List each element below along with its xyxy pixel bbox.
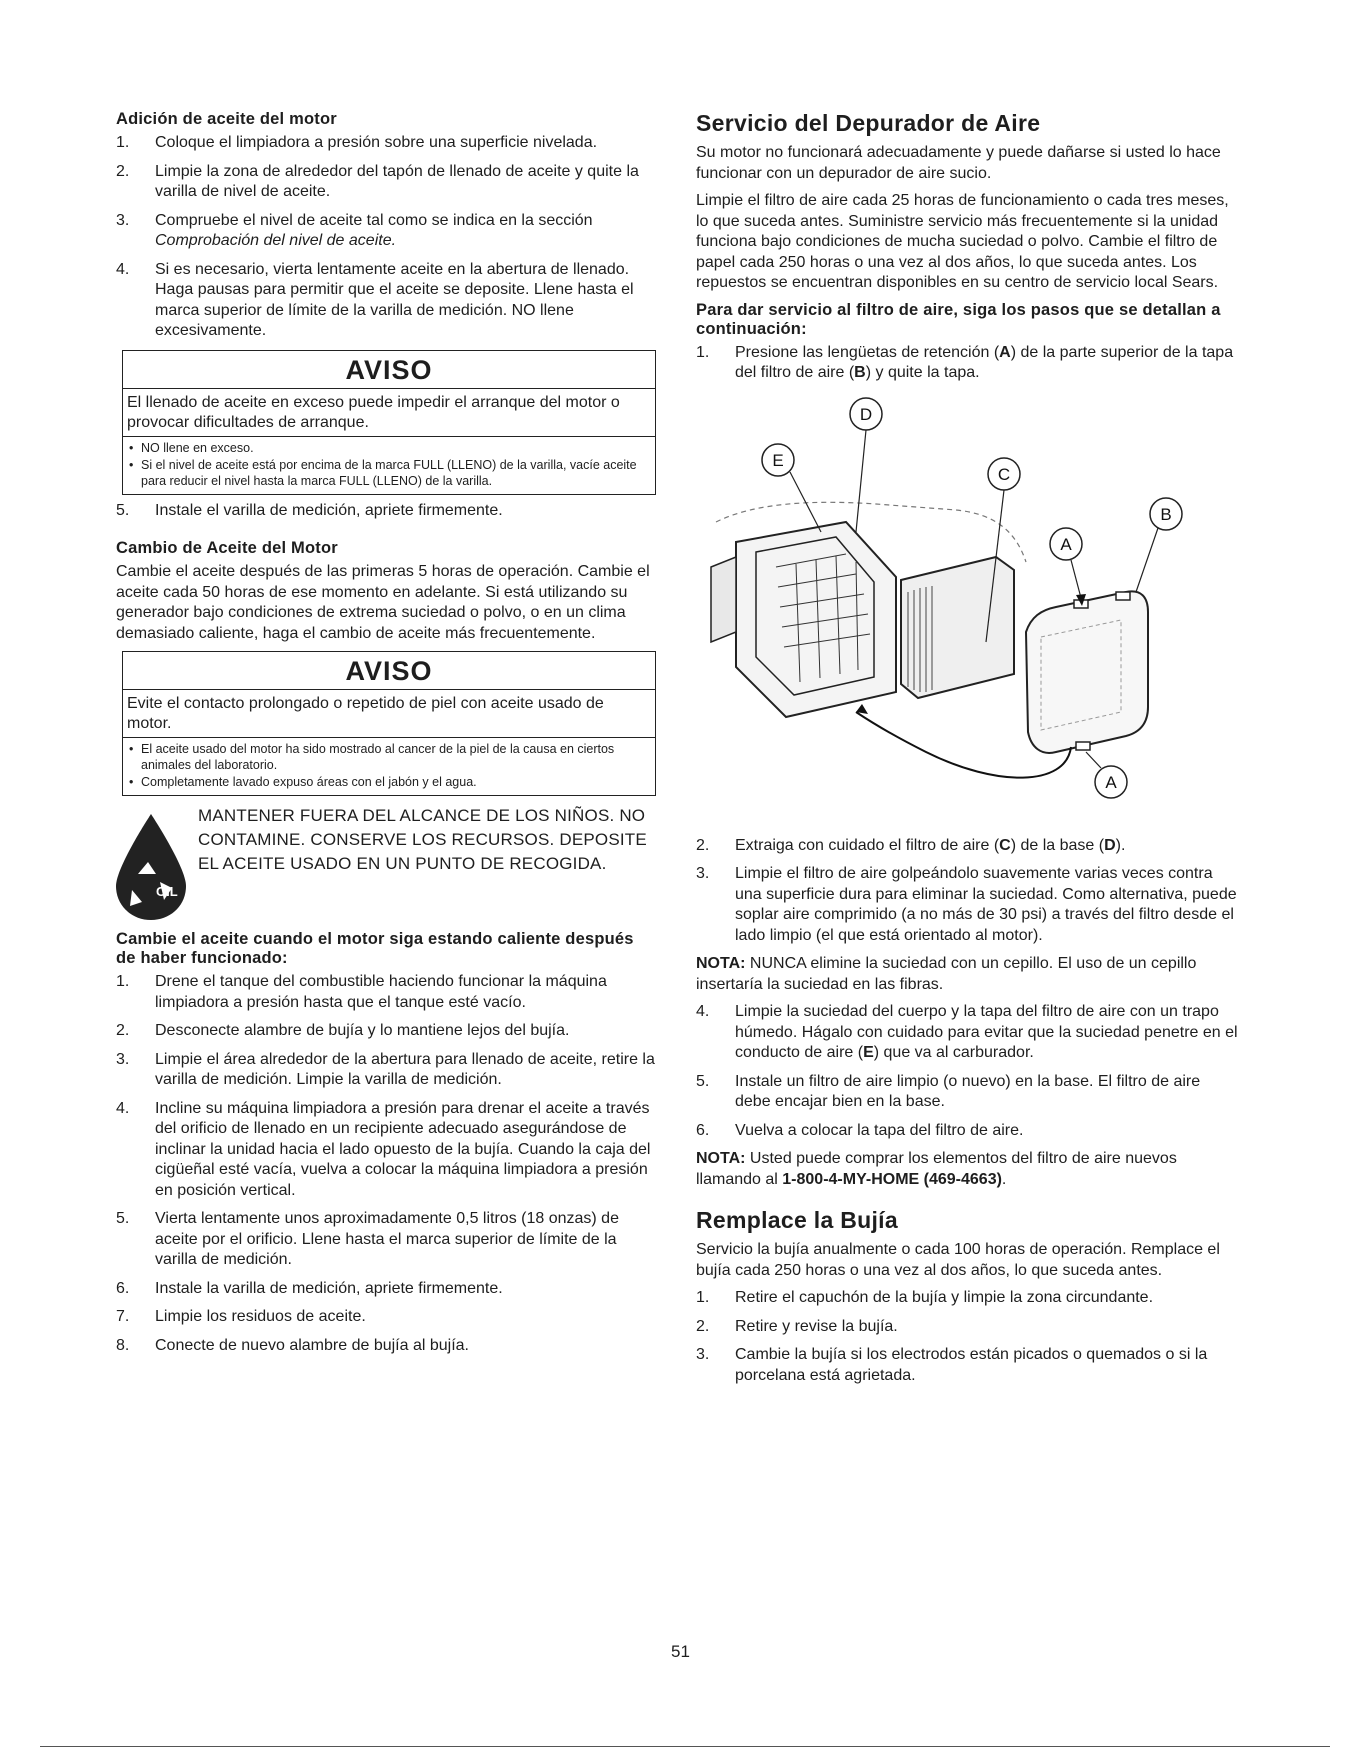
hot-change-steps: [116, 972, 656, 1356]
svg-text:C: C: [997, 464, 1011, 484]
air-filter-element: [901, 557, 1014, 698]
air-paragraph-1: Su motor no funcionará adecuadamente y puede dañarse si usted lo hace funcionar con un depurador de aire sucio.: [696, 144, 1221, 182]
svg-text:B: B: [1160, 504, 1172, 524]
callout-d: [850, 398, 882, 532]
right-column: [696, 110, 1238, 1394]
page-number: 51: [671, 1642, 690, 1661]
list-item: • Completamente lavado expuso áreas con el jabón y el agua.: [129, 774, 649, 790]
list-item: 3. Compruebe el nivel de aceite tal como se indica en la sección Comprobación del nivel de aceite.: [116, 211, 593, 249]
aviso-title: AVISO: [123, 652, 655, 690]
nota-purchase: NOTA: Usted puede comprar los elementos del filtro de aire nuevos llamando al 1-800-4-MY-HOME (469-4663).: [696, 1150, 1177, 1188]
change-oil-heading: Cambio de Aceite del Motor: [116, 539, 338, 557]
change-oil-paragraph: Cambie el aceite después de las primeras 5 horas de operación. Cambie el aceite cada 50 horas de ese momento en adelante. Si está utilizando su generador bajo condiciones de extrema suciedad o polvo, o en un clima demasiado caliente, haga el cambio de aceite más frecuentemente.: [116, 563, 650, 642]
list-item: 5. Instale un filtro de aire limpio (o nuevo) en la base. El filtro de aire debe encajar bien en la base.: [696, 1072, 1201, 1110]
aviso-box-overfill: [122, 350, 656, 495]
air-filter-heading: Servicio del Depurador de Aire: [696, 110, 1041, 136]
air-filter-cover: [1026, 591, 1148, 753]
list-item: 5. Vierta lentamente unos aproximadamente 0,5 litros (18 onzas) de aceite por el orificio. Llene hasta el marca superior de límite de la varilla de medición.: [116, 1210, 619, 1268]
section-reference: Comprobación del nivel de aceite.: [155, 232, 397, 249]
aviso-text: El llenado de aceite en exceso puede impedir el arranque del motor o provocar dificultades de arranque.: [123, 389, 655, 437]
list-item: 5. Instale el varilla de medición, apriete firmemente.: [116, 501, 503, 519]
recycle-text: MANTENER FUERA DEL ALCANCE DE LOS NIÑOS. NO CONTAMINE. CONSERVE LOS RECURSOS. DEPOSITE EL ACEITE USADO EN UN PUNTO DE RECOGIDA.: [198, 806, 647, 873]
spark-paragraph: Servicio la bujía anualmente o cada 100 horas de operación. Remplace el bujía cada 250 horas o una vez al dos años, lo que suceda antes.: [696, 1241, 1220, 1279]
callout-b: [1136, 498, 1182, 592]
svg-text:A: A: [1060, 534, 1072, 554]
list-item: 4. Limpie la suciedad del cuerpo y la tapa del filtro de aire con un trapo húmedo. Hágalo con cuidado para evitar que la suciedad penetre en el conducto de aire (E) que va al carburador.: [696, 1003, 1238, 1061]
aviso-title: AVISO: [123, 351, 655, 389]
air-filter-illustration: [696, 392, 1238, 822]
list-item: 1. Coloque el limpiadora a presión sobre una superficie nivelada.: [116, 134, 598, 151]
air-subheading: Para dar servicio al filtro de aire, siga los pasos que se detallan a continuación:: [696, 300, 1221, 338]
list-item: 3. Cambie la bujía si los electrodos están picados o quemados o si la porcelana está agrietada.: [696, 1346, 1208, 1384]
list-item: 2. Extraiga con cuidado el filtro de aire (C) de la base (D).: [696, 836, 1126, 854]
list-item: 7. Limpie los residuos de aceite.: [116, 1308, 366, 1325]
svg-text:D: D: [859, 404, 873, 424]
left-column: [116, 110, 656, 1364]
aviso-bullets: [123, 437, 655, 494]
callout-a-bottom: [1086, 752, 1127, 798]
list-item: • Si el nivel de aceite está por encima de la marca FULL (LLENO) de la varilla, vacíe aceite para reducir el nivel hasta la marca FULL (LLENO) de la varilla.: [129, 457, 649, 489]
air-step-1: [696, 343, 1238, 384]
spark-steps: [696, 1288, 1238, 1386]
list-item: • NO llene en exceso.: [129, 440, 649, 456]
air-steps-2-3: [696, 836, 1238, 947]
list-item: 2. Limpie la zona de alrededor del tapón de llenado de aceite y quite la varilla de nivel de aceite.: [116, 162, 639, 200]
svg-text:E: E: [772, 450, 784, 470]
svg-text:OIL: OIL: [156, 884, 178, 899]
add-oil-heading: Adición de aceite del motor: [116, 110, 337, 128]
callout-a-top: [1050, 528, 1086, 606]
nota-brush: NOTA: NUNCA elimine la suciedad con un cepillo. El uso de un cepillo insertaría la suciedad en las fibras.: [696, 955, 1197, 993]
list-item: 6. Vuelva a colocar la tapa del filtro de aire.: [696, 1121, 1024, 1139]
list-item: 1. Drene el tanque del combustible haciendo funcionar la máquina limpiadora a presión hasta que el tanque esté vacío.: [116, 973, 607, 1011]
aviso-box-skin: [122, 651, 656, 796]
list-item: 3. Limpie el área alrededor de la abertura para llenado de aceite, retire la varilla de medición. Limpie la varilla de medición.: [116, 1050, 655, 1088]
air-filter-diagram: [696, 392, 1238, 822]
add-oil-step-5: [116, 501, 656, 522]
list-item: 1. Retire el capuchón de la bujía y limpie la zona circundante.: [696, 1289, 1154, 1306]
list-item: 2. Desconecte alambre de bujía y lo mantiene lejos del bujía.: [116, 1022, 570, 1039]
air-paragraph-2: Limpie el filtro de aire cada 25 horas de funcionamiento o cada tres meses, lo que suceda antes. Suministre servicio más frecuentemente si la unidad funciona bajo condiciones de mucha suciedad o polvo. Cambie el filtro de papel cada 250 horas o una vez al dos años, lo que suceda antes. Los repuestos se encuentran disponibles en su centro de servicio local Sears.: [696, 192, 1229, 291]
list-item: 2. Retire y revise la bujía.: [696, 1317, 898, 1335]
list-item: 3. Limpie el filtro de aire golpeándolo suavemente varias veces contra una superficie dura para eliminar la suciedad. Como alternativa, puede soplar aire comprimido (a no más de 30 psi) a través del filtro desde el lado limpio (el que está orientado al motor).: [696, 865, 1237, 944]
air-filter-base: [711, 522, 896, 717]
hot-change-heading: Cambie el aceite cuando el motor siga estando caliente después de haber funcionado:: [116, 930, 634, 967]
aviso-bullets: [123, 738, 655, 795]
spark-plug-heading: Remplace la Bujía: [696, 1207, 898, 1233]
callout-e: [762, 444, 821, 532]
svg-text:A: A: [1105, 772, 1117, 792]
aviso-text: Evite el contacto prolongado o repetido de piel con aceite usado de motor.: [123, 690, 655, 738]
recycle-notice: [116, 802, 656, 920]
list-item: • El aceite usado del motor ha sido mostrado al cancer de la piel de la causa en ciertos animales del laboratorio.: [129, 741, 649, 773]
add-oil-steps: [116, 133, 656, 342]
list-item: 4. Incline su máquina limpiadora a presión para drenar el aceite a través del orificio de llenado en un recipiente adecuado asegurándose de inclinar la unidad hacia el lado opuesto de la bujía. Cuando la caja del cigüeñal esté vacía, vuelva a colocar la máquina limpiadora a presión en posición vertical.: [116, 1099, 651, 1199]
air-steps-4-6: [696, 1002, 1238, 1141]
phone-number: 1-800-4-MY-HOME (469-4663): [782, 1170, 1002, 1188]
list-item: 8. Conecte de nuevo alambre de bujía al bujía.: [116, 1336, 469, 1354]
oil-recycle-icon: [108, 812, 194, 922]
list-item: 6. Instale la varilla de medición, apriete firmemente.: [116, 1279, 503, 1297]
bottom-rule: [40, 1746, 1330, 1747]
list-item: 1. Presione las lengüetas de retención (A) de la parte superior de la tapa del filtro de aire (B) y quite la tapa.: [696, 343, 1234, 381]
list-item: 4. Si es necesario, vierta lentamente aceite en la abertura de llenado. Haga pausas para permitir que el aceite se deposite. Llene hasta el marca superior de límite de la varilla de medición. NO llene excesivamente.: [116, 260, 634, 339]
